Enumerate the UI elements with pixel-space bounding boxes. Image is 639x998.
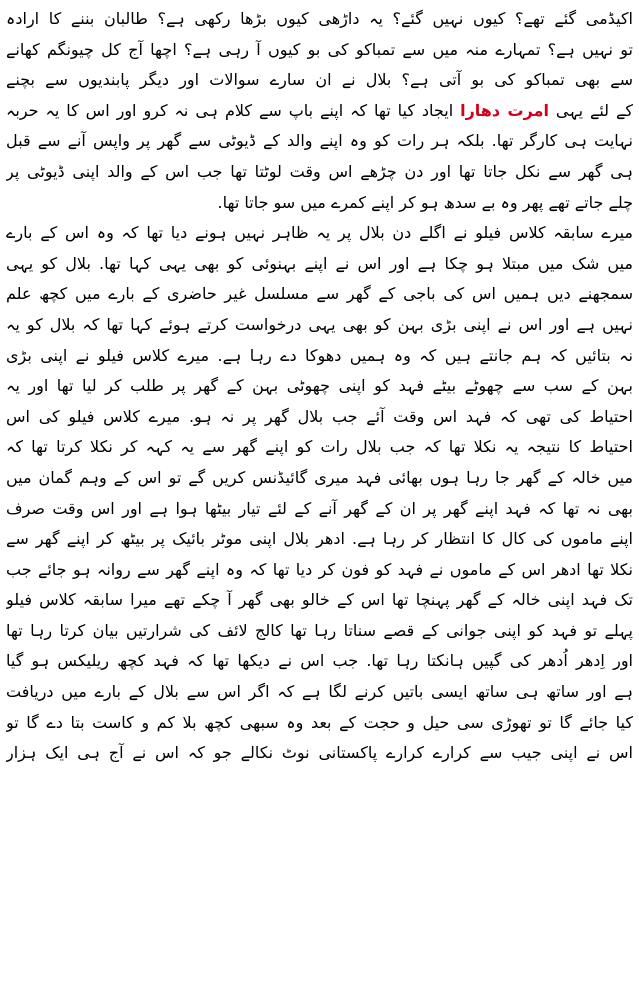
text-line: نہایت ہی کارگر تھا. بلکہ ہر رات کو وہ اپنے والد کے ڈیوٹی سے گھر پر واپس آنے سے قبل — [6, 131, 633, 151]
text-line: نہ بتائیں کہ ہم جانتے ہیں کہ وہ ہمیں دھوکا دے رہا ہے. میرے کلاس فیلو نے اپنی بڑی — [6, 345, 633, 365]
text-line: اس نے اپنی جیب سے کرارے کرارے پاکستانی نوٹ نکالے جو کہ اس نے آج ہی ایک ہزار — [6, 743, 633, 763]
text-line: ہی گھر سے نکل جاتا تھا اور دن چڑھے اس وقت لوٹتا تھا جب اس کے والد اپنی ڈیوٹی پر — [6, 161, 633, 181]
text-line: تک فہد اپنی خالہ کے گھر پہنچا تھا اس کے خالو بھی گھر آ چکے تھے میرا سابقہ کلاس فیلو — [6, 590, 633, 610]
text-line: اور اِدھر اُدھر کی گپیں ہانکتا رہا تھا. جب اس نے دیکھا تھا کہ فہد کچھ ریلیکس ہو گیا — [6, 651, 633, 671]
paragraph-last-line: چلے جاتے تھے پھر وہ بے سدھ ہو کر اپنے کمرے میں سو جاتا تھا. — [217, 192, 633, 212]
text-line: اکیڈمی گئے تھے؟ کیوں نہیں گئے؟ یہ داڑھی کیوں بڑھا رکھی ہے؟ طالبان بننے کا ارادہ — [6, 9, 633, 28]
text-line: بہن کے سب سے چھوٹے بیٹے فہد کو اپنی چھوٹی بہن کے گھر پر طلب کر لیا تھا اور یہ — [6, 376, 633, 396]
text-line: نکلا تھا ادھر اس کے ماموں نے فہد کو فون کر دیا تھا کہ وہ اپنے گھر سے روانہ ہو جائے جب — [6, 559, 633, 579]
text-line: میرے سابقہ کلاس فیلو نے اگلے دن بلال پر یہ ظاہر نہیں ہونے دیا تھا کہ وہ اس کے بارے — [6, 223, 633, 243]
text-line: بھی نہ تھا کہ فہد اپنے گھر پر ان کے گھر آنے کے لئے تیار بیٹھا ہوا ہے اور اس وقت صرف — [6, 498, 633, 518]
text-line: کیا جائے گا تو تھوڑی سی حیل و حجت کے بعد وہ سبھی کچھ بلا کم و کاست بتا دے گا تو — [6, 712, 633, 732]
highlighted-phrase: امرت دھارا — [460, 100, 549, 120]
text-line: سمجھنے دیں ہمیں اس کی باجی کے گھر سے مسلسل غیر حاضری کے بارے میں کچھ علم — [6, 284, 633, 304]
text-line: ہے اور ساتھ ہی ساتھ ایسی باتیں کرنے لگا ہے کہ اگر اس سے بلال کے بارے میں دریافت — [6, 682, 633, 702]
text-line: نہیں ہے اور اس نے اپنی بڑی بہن کو بھی یہی درخواست کرتے ہوئے کہا تھا کہ بلال کو یہ — [6, 314, 633, 334]
text-line: احتیاط کی تھی کہ فہد اس وقت آئے جب بلال گھر پر نہ ہو. میرے کلاس فیلو کی اس — [6, 406, 633, 426]
text-span: کے لئے یہی — [548, 100, 633, 120]
text-line: میں خالہ کے گھر جا رہا ہوں بھائی فہد میری گائیڈنس کریں گے تو اس کے وہم گمان میں — [6, 467, 633, 487]
text-line: میں شک میں مبتلا ہو چکا ہے اور اس نے اپنے بہنوئی کو بھی یہی کہا تھا. بلال کو یہی — [6, 253, 633, 273]
text-line — [6, 96, 633, 127]
text-line: احتیاط کا نتیجہ یہ نکلا تھا کہ جب بلال رات کو اپنے گھر سے یہ کہہ کر نکلا کرتا تھا کہ — [6, 437, 633, 457]
text-line: تو نہیں ہے؟ تمہارے منہ میں سے تمباکو کی بو کیوں آ رہی ہے؟ اچھا آج کل چیونگم کھانے — [6, 39, 633, 59]
text-span: ایجاد کیا تھا کہ اپنے باپ سے کلام ہی نہ کرو اور اس کا یہ حربہ — [6, 100, 461, 120]
text-line: سے بھی تمباکو کی بو آتی ہے؟ بلال نے ان سارے سوالات اور دیگر پابندیوں سے بچنے — [6, 70, 633, 90]
text-line: پہلے تو فہد کو اپنی جوانی کے قصے سناتا رہا تھا کالج لائف کی شرارتیں بیان کرتا رہا تھا — [6, 620, 633, 640]
text-line: اپنے ماموں کی کال کا انتظار کر رہا ہے. ادھر بلال اپنی موٹر بائیک پر بیٹھ کر اپنے گھر سے — [6, 529, 633, 549]
